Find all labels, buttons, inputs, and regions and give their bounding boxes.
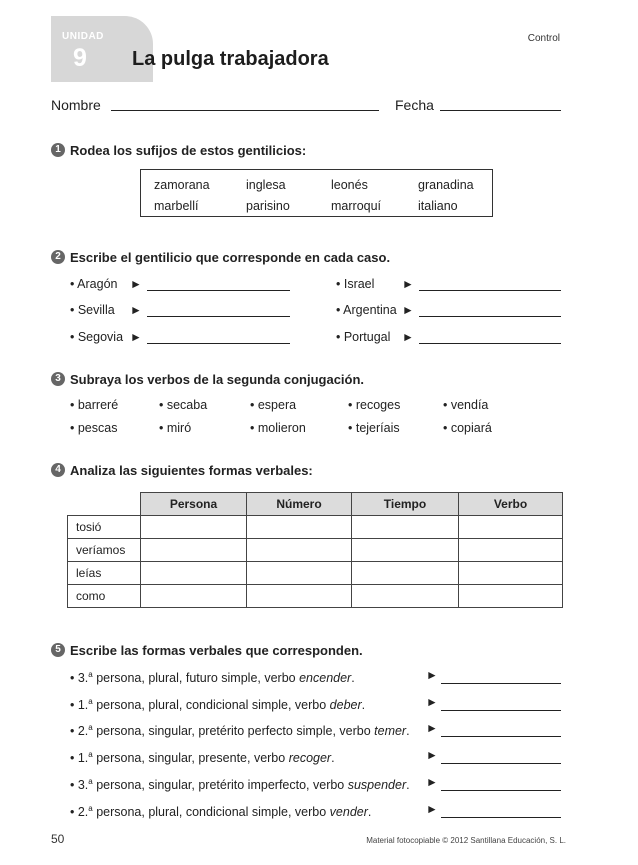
verb-item[interactable]: • copiará (443, 421, 492, 435)
verb-item[interactable]: • recoges (348, 398, 401, 412)
suffix-word[interactable]: granadina (418, 178, 474, 192)
verb-form-prompt: • 2.$^a$ persona, singular, pretérito perfecto simple, verbo temer. (70, 723, 410, 739)
verb-infinitive: encender (299, 671, 352, 686)
arrow-icon: ► (426, 802, 438, 816)
suffix-word[interactable]: parisino (246, 199, 290, 213)
ordinal-suffix: a (88, 777, 93, 786)
question-3-title: Subraya los verbos de la segunda conjugación. (70, 372, 365, 387)
copyright-notice: Material fotocopiable © 2012 Santillana Educación, S. L. (366, 836, 566, 845)
answer-line[interactable] (441, 683, 561, 684)
answer-line[interactable] (441, 817, 561, 818)
answer-cell[interactable] (141, 516, 247, 539)
header-tiempo: Tiempo (352, 493, 459, 516)
verb-item[interactable]: • barreré (70, 398, 119, 412)
verb-item[interactable]: • vendía (443, 398, 489, 412)
answer-cell[interactable] (247, 516, 352, 539)
suffix-word[interactable]: marbellí (154, 199, 199, 213)
verb-form-cell: veríamos (68, 539, 141, 562)
table-row (68, 539, 563, 562)
arrow-icon: ► (130, 330, 142, 344)
question-1-title: Rodea los sufijos de estos gentilicios: (70, 143, 307, 158)
suffix-word[interactable]: marroquí (331, 199, 382, 213)
arrow-icon: ► (130, 277, 142, 291)
suffix-word[interactable]: leonés (331, 178, 368, 192)
control-label: Control (527, 33, 560, 44)
question-number-4: 4 (51, 463, 65, 477)
unit-number: 9 (73, 44, 87, 72)
answer-line[interactable] (147, 316, 290, 317)
arrow-icon: ► (426, 695, 438, 709)
verb-form-prompt: • 3.$^a$ persona, plural, futuro simple, verbo encender. (70, 670, 355, 686)
verb-item[interactable]: • secaba (159, 398, 208, 412)
header-numero: Número (247, 493, 352, 516)
cut-off-line (0, 800, 638, 820)
table-row (68, 562, 563, 585)
verb-infinitive: temer (374, 724, 407, 739)
answer-cell[interactable] (141, 562, 247, 585)
place-label: • Argentina (336, 303, 397, 317)
unit-label: UNIDAD (62, 31, 104, 42)
date-field[interactable] (440, 110, 561, 111)
ordinal-suffix: a (88, 750, 93, 759)
suffix-word[interactable]: italiano (418, 199, 458, 213)
verb-form-prompt: • 3.$^a$ persona, singular, pretérito imperfecto, verbo suspender. (70, 777, 410, 793)
answer-line[interactable] (441, 790, 561, 791)
page-number: 50 (51, 832, 65, 846)
answer-cell[interactable] (352, 539, 459, 562)
ordinal-suffix: a (88, 804, 93, 813)
answer-cell[interactable] (459, 516, 563, 539)
verb-form-cell: como (68, 585, 141, 608)
answer-line[interactable] (147, 290, 290, 291)
answer-line[interactable] (441, 710, 561, 711)
verb-form-cell: tosió (68, 516, 141, 539)
verb-item[interactable]: • molieron (250, 421, 306, 435)
suffix-word[interactable]: zamorana (154, 178, 210, 192)
answer-cell[interactable] (247, 539, 352, 562)
answer-cell[interactable] (459, 585, 563, 608)
ordinal-suffix: a (88, 723, 93, 732)
place-label: • Sevilla (70, 303, 115, 317)
verb-form-cell: leías (68, 562, 141, 585)
verb-form-prompt: • 2.$^a$ persona, plural, condicional simple, verbo vender. (70, 804, 372, 820)
arrow-icon: ► (426, 775, 438, 789)
place-label: • Segovia (70, 330, 124, 344)
table-corner (68, 493, 141, 516)
answer-cell[interactable] (247, 562, 352, 585)
place-label: • Israel (336, 277, 375, 291)
answer-cell[interactable] (352, 516, 459, 539)
ordinal-suffix: a (88, 697, 93, 706)
answer-cell[interactable] (352, 585, 459, 608)
answer-cell[interactable] (141, 539, 247, 562)
answer-cell[interactable] (459, 539, 563, 562)
arrow-icon: ► (402, 330, 414, 344)
header-verbo: Verbo (459, 493, 563, 516)
page-title: La pulga trabajadora (132, 48, 329, 70)
suffix-word[interactable]: inglesa (246, 178, 286, 192)
arrow-icon: ► (426, 721, 438, 735)
verb-infinitive: deber (329, 698, 362, 713)
verb-item[interactable]: • espera (250, 398, 297, 412)
answer-cell[interactable] (459, 562, 563, 585)
name-label: Nombre (51, 97, 101, 113)
answer-line[interactable] (147, 343, 290, 344)
arrow-icon: ► (402, 277, 414, 291)
ordinal-suffix: a (88, 670, 93, 679)
arrow-icon: ► (426, 668, 438, 682)
question-number-5: 5 (51, 643, 65, 657)
arrow-icon: ► (402, 303, 414, 317)
table-row (68, 516, 563, 539)
question-number-1: 1 (51, 143, 65, 157)
arrow-icon: ► (130, 303, 142, 317)
answer-line[interactable] (441, 763, 561, 764)
question-number-3: 3 (51, 372, 65, 386)
verb-item[interactable]: • miró (159, 421, 192, 435)
answer-line[interactable] (419, 290, 561, 291)
verb-item[interactable]: • pescas (70, 421, 118, 435)
table-row (68, 585, 563, 608)
place-label: • Aragón (70, 277, 118, 291)
answer-cell[interactable] (247, 585, 352, 608)
header-persona: Persona (141, 493, 247, 516)
question-4-title: Analiza las siguientes formas verbales: (70, 463, 313, 478)
verb-form-prompt: • 1.$^a$ persona, plural, condicional simple, verbo deber. (70, 697, 366, 713)
question-number-2: 2 (51, 250, 65, 264)
verb-infinitive: vender (329, 805, 368, 820)
verb-infinitive: suspender (347, 778, 407, 793)
arrow-icon: ► (426, 748, 438, 762)
question-5-title: Escribe las formas verbales que corresponden. (70, 643, 363, 658)
place-label: • Portugal (336, 330, 391, 344)
answer-line[interactable] (419, 316, 561, 317)
verb-analysis-table (67, 492, 563, 608)
verb-form-prompt: • 1.$^a$ persona, singular, presente, verbo recoger. (70, 750, 335, 766)
verb-infinitive: recoger (288, 751, 332, 766)
question-2-title: Escribe el gentilicio que corresponde en cada caso. (70, 250, 391, 265)
answer-cell[interactable] (141, 585, 247, 608)
answer-cell[interactable] (352, 562, 459, 585)
date-label: Fecha (395, 97, 434, 113)
name-field[interactable] (111, 110, 379, 111)
answer-line[interactable] (441, 736, 561, 737)
answer-line[interactable] (419, 343, 561, 344)
verb-item[interactable]: • tejeríais (348, 421, 400, 435)
